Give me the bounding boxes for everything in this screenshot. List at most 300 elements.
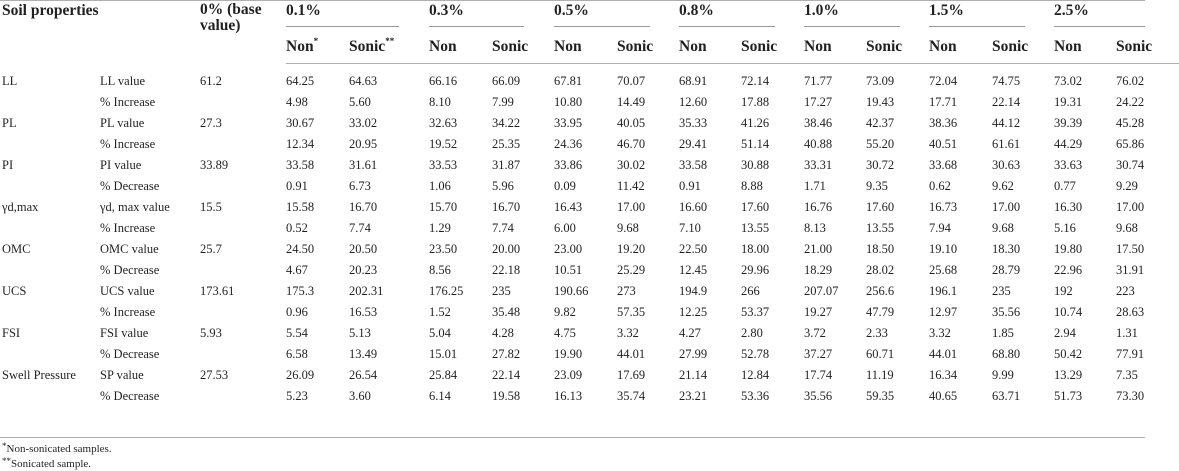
sonic-value-cell: 18.50 — [866, 242, 895, 256]
table-row — [0, 281, 1179, 302]
property-cell — [0, 218, 100, 239]
sonic-value-cell: 30.72 — [866, 158, 895, 172]
header-sonic: Sonic — [617, 30, 679, 64]
measure-cell: % Increase — [100, 137, 156, 151]
non-value-cell: 2.94 — [1054, 326, 1076, 340]
sonic-value-cell: 55.20 — [866, 137, 895, 151]
sonic-value-cell: 1.31 — [1116, 326, 1138, 340]
header-non: Non — [1054, 30, 1116, 64]
sonic-value-cell: 19.20 — [617, 242, 646, 256]
footnote-sonicated: **Sonicated sample. — [2, 456, 92, 470]
non-value-cell: 67.81 — [554, 74, 583, 88]
non-value-cell: 38.46 — [804, 116, 833, 130]
non-value-cell: 37.27 — [804, 347, 833, 361]
base-value-cell: 33.89 — [200, 158, 229, 172]
non-value-cell: 26.09 — [286, 368, 315, 382]
non-value-cell: 12.25 — [679, 305, 708, 319]
sonic-value-cell: 30.74 — [1116, 158, 1145, 172]
non-value-cell: 5.54 — [286, 326, 308, 340]
header-non: Non — [554, 30, 617, 64]
property-cell — [0, 386, 100, 407]
base-value-cell — [200, 386, 286, 407]
sonic-value-cell: 12.84 — [741, 368, 770, 382]
sonic-value-cell: 24.22 — [1116, 95, 1145, 109]
non-value-cell: 19.31 — [1054, 95, 1083, 109]
non-value-cell: 24.36 — [554, 137, 583, 151]
sonic-value-cell: 77.91 — [1116, 347, 1145, 361]
non-value-cell: 33.58 — [679, 158, 708, 172]
non-value-cell: 50.42 — [1054, 347, 1083, 361]
non-value-cell: 19.90 — [554, 347, 583, 361]
sonic-value-cell: 65.86 — [1116, 137, 1145, 151]
non-value-cell: 33.58 — [286, 158, 315, 172]
sonic-value-cell: 59.35 — [866, 389, 895, 403]
sonic-value-cell: 17.50 — [1116, 242, 1145, 256]
non-value-cell: 38.36 — [929, 116, 958, 130]
sonic-value-cell: 17.60 — [741, 200, 770, 214]
header-non: Non — [929, 30, 992, 64]
sonic-value-cell: 7.74 — [492, 221, 514, 235]
sonic-value-cell: 9.29 — [1116, 179, 1138, 193]
non-value-cell: 22.50 — [679, 242, 708, 256]
sonic-value-cell: 20.00 — [492, 242, 521, 256]
sonic-value-cell: 22.14 — [492, 368, 521, 382]
sonic-value-cell: 11.42 — [617, 179, 645, 193]
group-underline — [554, 26, 650, 27]
table-row — [0, 134, 1179, 155]
non-value-cell: 35.33 — [679, 116, 708, 130]
table-row — [0, 64, 1179, 93]
non-value-cell: 68.91 — [679, 74, 708, 88]
sonic-value-cell: 20.23 — [349, 263, 378, 277]
non-value-cell: 18.29 — [804, 263, 833, 277]
non-value-cell: 10.51 — [554, 263, 583, 277]
sonic-value-cell: 17.00 — [992, 200, 1021, 214]
header-pct-0-5: 0.5% — [554, 2, 589, 19]
non-value-cell: 71.77 — [804, 74, 833, 88]
sonic-value-cell: 11.19 — [866, 368, 894, 382]
sonic-value-cell: 13.49 — [349, 347, 378, 361]
non-value-cell: 1.71 — [804, 179, 826, 193]
measure-cell: FSI value — [100, 326, 149, 340]
non-value-cell: 23.50 — [429, 242, 458, 256]
non-value-cell: 19.10 — [929, 242, 958, 256]
measure-cell: LL value — [100, 73, 146, 88]
non-value-cell: 16.76 — [804, 200, 833, 214]
sonic-value-cell: 68.80 — [992, 347, 1021, 361]
sonic-value-cell: 30.02 — [617, 158, 646, 172]
non-value-cell: 15.70 — [429, 200, 458, 214]
group-underline — [679, 26, 775, 27]
non-value-cell: 207.07 — [804, 284, 839, 298]
sonic-value-cell: 35.56 — [992, 305, 1021, 319]
non-value-cell: 0.09 — [554, 179, 576, 193]
sonic-value-cell: 19.58 — [492, 389, 521, 403]
sonic-value-cell: 76.02 — [1116, 74, 1145, 88]
non-value-cell: 25.68 — [929, 263, 958, 277]
sonic-value-cell: 13.55 — [866, 221, 895, 235]
group-underline — [929, 26, 1025, 27]
sonic-value-cell: 64.63 — [349, 74, 378, 88]
property-cell — [0, 176, 100, 197]
non-value-cell: 16.34 — [929, 368, 958, 382]
header-pct-2-5: 2.5% — [1054, 2, 1089, 19]
sonic-value-cell: 35.74 — [617, 389, 646, 403]
sonic-value-cell: 33.02 — [349, 116, 378, 130]
non-value-cell: 4.67 — [286, 263, 308, 277]
header-sonic-first: Sonic** — [349, 30, 429, 64]
table-row — [0, 323, 1179, 344]
non-value-cell: 17.27 — [804, 95, 833, 109]
non-value-cell: 0.52 — [286, 221, 308, 235]
sonic-value-cell: 9.68 — [617, 221, 639, 235]
header-sonic: Sonic — [492, 30, 554, 64]
sonic-value-cell: 52.78 — [741, 347, 770, 361]
property-cell — [0, 92, 100, 113]
base-value-cell: 5.93 — [200, 326, 222, 340]
sonic-value-cell: 28.63 — [1116, 305, 1145, 319]
non-value-cell: 24.50 — [286, 242, 315, 256]
table-row — [0, 176, 1179, 197]
non-value-cell: 23.09 — [554, 368, 583, 382]
header-pct-1-5: 1.5% — [929, 2, 964, 19]
group-underline — [1054, 26, 1145, 27]
non-value-cell: 16.73 — [929, 200, 958, 214]
non-value-cell: 19.27 — [804, 305, 833, 319]
sonic-value-cell: 63.71 — [992, 389, 1021, 403]
sonic-value-cell: 57.35 — [617, 305, 646, 319]
non-value-cell: 175.3 — [286, 284, 315, 298]
sonic-value-cell: 16.53 — [349, 305, 378, 319]
sonic-value-cell: 44.01 — [617, 347, 646, 361]
sonic-value-cell: 3.60 — [349, 389, 371, 403]
sonic-value-cell: 20.50 — [349, 242, 378, 256]
property-cell: Swell Pressure — [2, 368, 76, 382]
sonic-value-cell: 20.95 — [349, 137, 378, 151]
property-cell: PI — [2, 158, 14, 172]
group-underline — [286, 26, 399, 27]
sonic-value-cell: 17.88 — [741, 95, 770, 109]
non-value-cell: 12.60 — [679, 95, 708, 109]
measure-cell: OMC value — [100, 242, 159, 256]
non-value-cell: 9.82 — [554, 305, 576, 319]
measure-cell: PL value — [100, 116, 145, 130]
non-value-cell: 6.14 — [429, 389, 451, 403]
table-row — [0, 197, 1179, 218]
non-value-cell: 13.29 — [1054, 368, 1083, 382]
sonic-value-cell: 29.96 — [741, 263, 770, 277]
sonic-value-cell: 30.88 — [741, 158, 770, 172]
sonic-value-cell: 18.30 — [992, 242, 1021, 256]
base-value-cell — [200, 134, 286, 155]
non-value-cell: 5.16 — [1054, 221, 1076, 235]
non-value-cell: 44.01 — [929, 347, 958, 361]
sonic-value-cell: 256.6 — [866, 284, 895, 298]
sonic-value-cell: 28.02 — [866, 263, 895, 277]
table-row — [0, 113, 1179, 134]
sonic-value-cell: 202.31 — [349, 284, 384, 298]
sonic-value-cell: 19.43 — [866, 95, 895, 109]
non-value-cell: 192 — [1054, 284, 1073, 298]
table-body — [0, 64, 1179, 408]
sonic-value-cell: 61.61 — [992, 137, 1021, 151]
sonic-value-cell: 31.61 — [349, 158, 378, 172]
header-non: Non — [679, 30, 741, 64]
non-value-cell: 16.30 — [1054, 200, 1083, 214]
sonic-value-cell: 74.75 — [992, 74, 1021, 88]
non-value-cell: 25.84 — [429, 368, 458, 382]
base-value-cell — [200, 302, 286, 323]
property-cell — [0, 260, 100, 281]
non-value-cell: 8.13 — [804, 221, 826, 235]
sonic-value-cell: 25.35 — [492, 137, 521, 151]
measure-cell: SP value — [100, 368, 144, 382]
measure-cell: % Increase — [100, 95, 156, 109]
non-value-cell: 16.60 — [679, 200, 708, 214]
non-value-cell: 5.04 — [429, 326, 451, 340]
sonic-value-cell: 40.05 — [617, 116, 646, 130]
sonic-value-cell: 30.63 — [992, 158, 1021, 172]
sonic-value-cell: 9.68 — [1116, 221, 1138, 235]
sonic-value-cell: 223 — [1116, 284, 1135, 298]
table-row — [0, 260, 1179, 281]
non-value-cell: 66.16 — [429, 74, 458, 88]
non-value-cell: 12.45 — [679, 263, 708, 277]
base-value-cell: 173.61 — [200, 284, 235, 298]
non-value-cell: 0.96 — [286, 305, 308, 319]
base-value-cell: 15.5 — [200, 200, 222, 214]
sonic-value-cell: 28.79 — [992, 263, 1021, 277]
property-cell: UCS — [2, 284, 27, 298]
sonic-value-cell: 1.85 — [992, 326, 1014, 340]
sonic-value-cell: 16.70 — [349, 200, 378, 214]
sonic-value-cell: 34.22 — [492, 116, 521, 130]
non-value-cell: 0.62 — [929, 179, 951, 193]
header-pct-0-8: 0.8% — [679, 2, 714, 19]
measure-cell: PI value — [100, 158, 142, 172]
sonic-value-cell: 26.54 — [349, 368, 378, 382]
sonic-value-cell: 45.28 — [1116, 116, 1145, 130]
property-cell — [0, 134, 100, 155]
sonic-value-cell: 27.82 — [492, 347, 521, 361]
sonic-value-cell: 53.37 — [741, 305, 770, 319]
non-value-cell: 0.91 — [286, 179, 308, 193]
header-non-first: Non* — [286, 30, 349, 64]
table-bottom-rule — [0, 437, 1145, 438]
measure-cell: % Decrease — [100, 179, 160, 193]
sonic-value-cell: 273 — [617, 284, 636, 298]
header-non: Non — [429, 30, 492, 64]
non-value-cell: 16.13 — [554, 389, 583, 403]
sonic-value-cell: 35.48 — [492, 305, 521, 319]
non-value-cell: 10.80 — [554, 95, 583, 109]
sonic-value-cell: 16.70 — [492, 200, 521, 214]
header-sonic: Sonic — [741, 30, 804, 64]
non-value-cell: 4.98 — [286, 95, 308, 109]
sonic-value-cell: 2.33 — [866, 326, 888, 340]
non-value-cell: 39.39 — [1054, 116, 1083, 130]
header-soil-properties: Soil properties — [2, 2, 99, 19]
non-value-cell: 15.01 — [429, 347, 458, 361]
footnote-non-sonicated: *Non-sonicated samples. — [2, 441, 112, 455]
non-value-cell: 7.94 — [929, 221, 951, 235]
property-cell: PL — [2, 116, 17, 130]
header-pct-0-1: 0.1% — [286, 2, 321, 19]
non-value-cell: 6.58 — [286, 347, 308, 361]
non-value-cell: 33.31 — [804, 158, 833, 172]
sonic-value-cell: 18.00 — [741, 242, 770, 256]
sonic-value-cell: 8.88 — [741, 179, 763, 193]
non-value-cell: 8.56 — [429, 263, 451, 277]
table-row — [0, 386, 1179, 407]
non-value-cell: 23.21 — [679, 389, 708, 403]
non-value-cell: 17.74 — [804, 368, 833, 382]
base-value-cell: 25.7 — [200, 242, 222, 256]
non-value-cell: 35.56 — [804, 389, 833, 403]
header-non: Non — [804, 30, 866, 64]
header-pct-0-3: 0.3% — [429, 2, 464, 19]
sonic-value-cell: 51.14 — [741, 137, 770, 151]
non-value-cell: 32.63 — [429, 116, 458, 130]
non-value-cell: 8.10 — [429, 95, 451, 109]
non-value-cell: 51.73 — [1054, 389, 1083, 403]
sonic-value-cell: 7.74 — [349, 221, 371, 235]
non-value-cell: 196.1 — [929, 284, 958, 298]
sonic-value-cell: 70.07 — [617, 74, 646, 88]
sonic-value-cell: 17.00 — [1116, 200, 1145, 214]
sonic-value-cell: 7.35 — [1116, 368, 1138, 382]
non-value-cell: 1.29 — [429, 221, 451, 235]
non-value-cell: 19.80 — [1054, 242, 1083, 256]
sonic-value-cell: 13.55 — [741, 221, 770, 235]
base-value-cell: 27.53 — [200, 368, 229, 382]
non-value-cell: 33.95 — [554, 116, 583, 130]
measure-cell: % Increase — [100, 221, 156, 235]
non-value-cell: 33.63 — [1054, 158, 1083, 172]
non-value-cell: 33.53 — [429, 158, 458, 172]
non-value-cell: 40.65 — [929, 389, 958, 403]
property-cell: γd,max — [2, 200, 39, 214]
non-value-cell: 40.51 — [929, 137, 958, 151]
table-row — [0, 344, 1179, 365]
non-value-cell: 1.06 — [429, 179, 451, 193]
non-value-cell: 0.91 — [679, 179, 701, 193]
table-row — [0, 365, 1179, 386]
header-pct-1-0: 1.0% — [804, 2, 839, 19]
non-value-cell: 0.77 — [1054, 179, 1076, 193]
sonic-value-cell: 42.37 — [866, 116, 895, 130]
property-cell: LL — [2, 73, 18, 88]
non-value-cell: 190.66 — [554, 284, 589, 298]
group-underline — [804, 26, 900, 27]
header-base-value: 0% (base value) — [200, 1, 262, 34]
table-row — [0, 92, 1179, 113]
non-value-cell: 6.00 — [554, 221, 576, 235]
non-value-cell: 4.27 — [679, 326, 701, 340]
sonic-value-cell: 72.14 — [741, 74, 770, 88]
sonic-value-cell: 31.91 — [1116, 263, 1145, 277]
base-value-cell — [200, 218, 286, 239]
group-underline — [429, 26, 524, 27]
header-sonic: Sonic — [866, 30, 929, 64]
non-value-cell: 16.43 — [554, 200, 583, 214]
non-value-cell: 12.97 — [929, 305, 958, 319]
non-value-cell: 10.74 — [1054, 305, 1083, 319]
sonic-value-cell: 3.32 — [617, 326, 639, 340]
base-value-cell — [200, 92, 286, 113]
non-value-cell: 21.14 — [679, 368, 708, 382]
sonic-value-cell: 2.80 — [741, 326, 763, 340]
sonic-value-cell: 9.68 — [992, 221, 1014, 235]
sonic-value-cell: 17.69 — [617, 368, 646, 382]
non-value-cell: 12.34 — [286, 137, 315, 151]
property-cell — [0, 302, 100, 323]
sonic-value-cell: 9.35 — [866, 179, 888, 193]
sonic-value-cell: 22.14 — [992, 95, 1021, 109]
non-value-cell: 40.88 — [804, 137, 833, 151]
sonic-value-cell: 22.18 — [492, 263, 521, 277]
sonic-value-cell: 60.71 — [866, 347, 895, 361]
non-value-cell: 22.96 — [1054, 263, 1083, 277]
base-value-cell — [200, 176, 286, 197]
non-value-cell: 176.25 — [429, 284, 464, 298]
non-value-cell: 33.86 — [554, 158, 583, 172]
measure-cell: UCS value — [100, 284, 155, 298]
sonic-value-cell: 17.60 — [866, 200, 895, 214]
base-value-cell — [200, 344, 286, 365]
property-cell: FSI — [2, 326, 21, 340]
sonic-value-cell: 235 — [992, 284, 1011, 298]
table-row — [0, 155, 1179, 176]
non-value-cell: 64.25 — [286, 74, 315, 88]
non-value-cell: 23.00 — [554, 242, 583, 256]
non-value-cell: 1.52 — [429, 305, 451, 319]
non-value-cell: 72.04 — [929, 74, 958, 88]
table-row — [0, 239, 1179, 260]
header-sonic: Sonic — [1116, 30, 1179, 64]
sonic-value-cell: 73.09 — [866, 74, 895, 88]
sonic-value-cell: 31.87 — [492, 158, 521, 172]
sonic-value-cell: 9.99 — [992, 368, 1014, 382]
non-value-cell: 7.10 — [679, 221, 701, 235]
sonic-value-cell: 14.49 — [617, 95, 646, 109]
non-value-cell: 44.29 — [1054, 137, 1083, 151]
table-row — [0, 302, 1179, 323]
non-value-cell: 29.41 — [679, 137, 708, 151]
non-value-cell: 15.58 — [286, 200, 315, 214]
measure-cell: % Decrease — [100, 389, 160, 403]
base-value-cell: 27.3 — [200, 116, 222, 130]
sonic-value-cell: 41.26 — [741, 116, 770, 130]
sonic-value-cell: 46.70 — [617, 137, 646, 151]
sonic-value-cell: 5.60 — [349, 95, 371, 109]
non-value-cell: 4.75 — [554, 326, 576, 340]
sonic-value-cell: 17.00 — [617, 200, 646, 214]
header-sonic: Sonic — [992, 30, 1054, 64]
measure-cell: % Decrease — [100, 263, 160, 277]
sonic-value-cell: 4.28 — [492, 326, 514, 340]
non-value-cell: 3.72 — [804, 326, 826, 340]
measure-cell: % Increase — [100, 305, 156, 319]
non-value-cell: 21.00 — [804, 242, 833, 256]
base-value-cell: 61.2 — [200, 73, 222, 88]
sonic-value-cell: 73.30 — [1116, 389, 1145, 403]
non-value-cell: 27.99 — [679, 347, 708, 361]
non-value-cell: 194.9 — [679, 284, 708, 298]
measure-cell: % Decrease — [100, 347, 160, 361]
sonic-value-cell: 47.79 — [866, 305, 895, 319]
non-value-cell: 3.32 — [929, 326, 951, 340]
